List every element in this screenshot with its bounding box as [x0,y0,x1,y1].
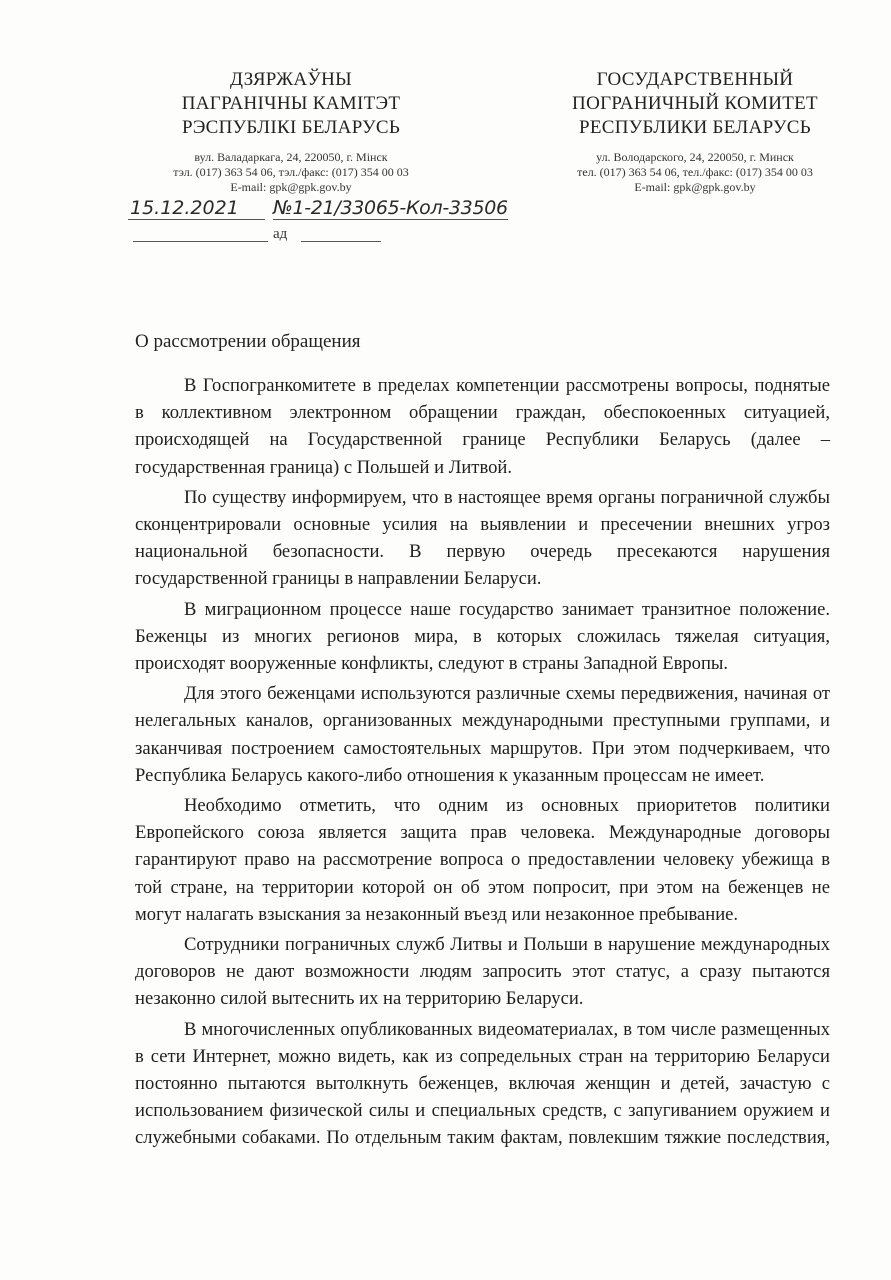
reference-number-blank [301,241,381,242]
org-name-line: РЕСПУБЛИКИ БЕЛАРУСЬ [579,117,811,138]
body-paragraph: В многочисленных опубликованных видеоматериалах, в том числе размещенных в сети Интернет, можно видеть, как из сопредельных стран на территорию Беларуси постоянно пытаются вытолкнуть беженцев, включая женщин и детей, зачастую с использованием физической силы и специальных средств, с запугиванием оружием и служебными собаками. По отдельным таким фактам, повлекшим тяжкие последствия, [135,1018,830,1149]
registration-date: 15.12.2021 [128,197,265,220]
org-email: E-mail: gpk@gpk.gov.by [634,180,756,194]
org-name-line: ПАГРАНІЧНЫ КАМІТЭТ [181,93,401,114]
body-paragraph: Для этого беженцами используются различные схемы передвижения, начиная от нелегальных каналов, организованных международными преступными группами, и заканчивая построением самостоятельных маршрутов. При этом подчеркиваем, что Республика Беларусь какого-либо отношения к указанным процессам не имеет. [135,683,830,786]
body-paragraph: Необходимо отметить, что одним из основных приоритетов политики Европейского союза является защита прав человека. Международные договоры гарантируют право на рассмотрение вопроса о предоставлении человеку убежища в той стране, на территории которой он об этом попросит, при этом на беженцев не могут налагать взыскания за незаконный въезд или незаконное пребывание. [135,795,830,925]
registration-number: №1-21/33065-Кол-33506 [273,197,508,219]
body-paragraph: Сотрудники пограничных служб Литвы и Польши в нарушение международных договоров не дают возможности людям запросить этот статус, а сразу пытаются незаконно силой вытеснить их на территорию Беларуси. [135,934,830,1010]
org-phone: тэл. (017) 363 54 06, тэл./факс: (017) 354 00 03 [173,165,409,179]
org-name-line: ДЗЯРЖАЎНЫ [230,69,352,90]
org-name-line: ГОСУДАРСТВЕННЫЙ [596,69,794,90]
letterhead-russian [530,68,860,195]
body-paragraph: В Госпогранкомитете в пределах компетенции рассмотрены вопросы, поднятые в коллективном электронном обращении граждан, обеспокоенных ситуацией, происходящей на Государственной границе Республики Беларусь (далее – государственная граница) с Польшей и Литвой. [135,375,830,478]
letterhead-belarusian [126,68,456,195]
registration-line [128,197,508,223]
org-address: вул. Валадаркага, 24, 220050, г. Мінск [194,150,388,164]
org-email: E-mail: gpk@gpk.gov.by [230,180,352,194]
body-paragraph: В миграционном процессе наше государство занимает транзитное положение. Беженцы из многих регионов мира, в которых сложилась тяжелая ситуация, происходят вооруженные конфликты, следуют в страны Западной Европы. [135,598,830,675]
org-name-line: ПОГРАНИЧНЫЙ КОМИТЕТ [572,93,818,114]
reference-line [133,226,383,246]
letter-body [135,372,830,1155]
org-name-line: РЭСПУБЛІКІ БЕЛАРУСЬ [181,117,401,138]
body-paragraph: По существу информируем, что в настоящее время органы пограничной службы сконцентрировали основные усилия на выявлении и пресечении внешних угроз национальной безопасности. В первую очередь пресекаются нарушения государственной границы в направлении Беларуси. [135,486,830,590]
reference-date-blank [133,241,268,242]
org-phone: тел. (017) 363 54 06, тел./факс: (017) 354 00 03 [577,165,813,179]
reference-label: ад [273,226,288,242]
org-address: ул. Володарского, 24, 220050, г. Минск [596,150,794,164]
letter-subject: О рассмотрении обращения [135,331,361,352]
